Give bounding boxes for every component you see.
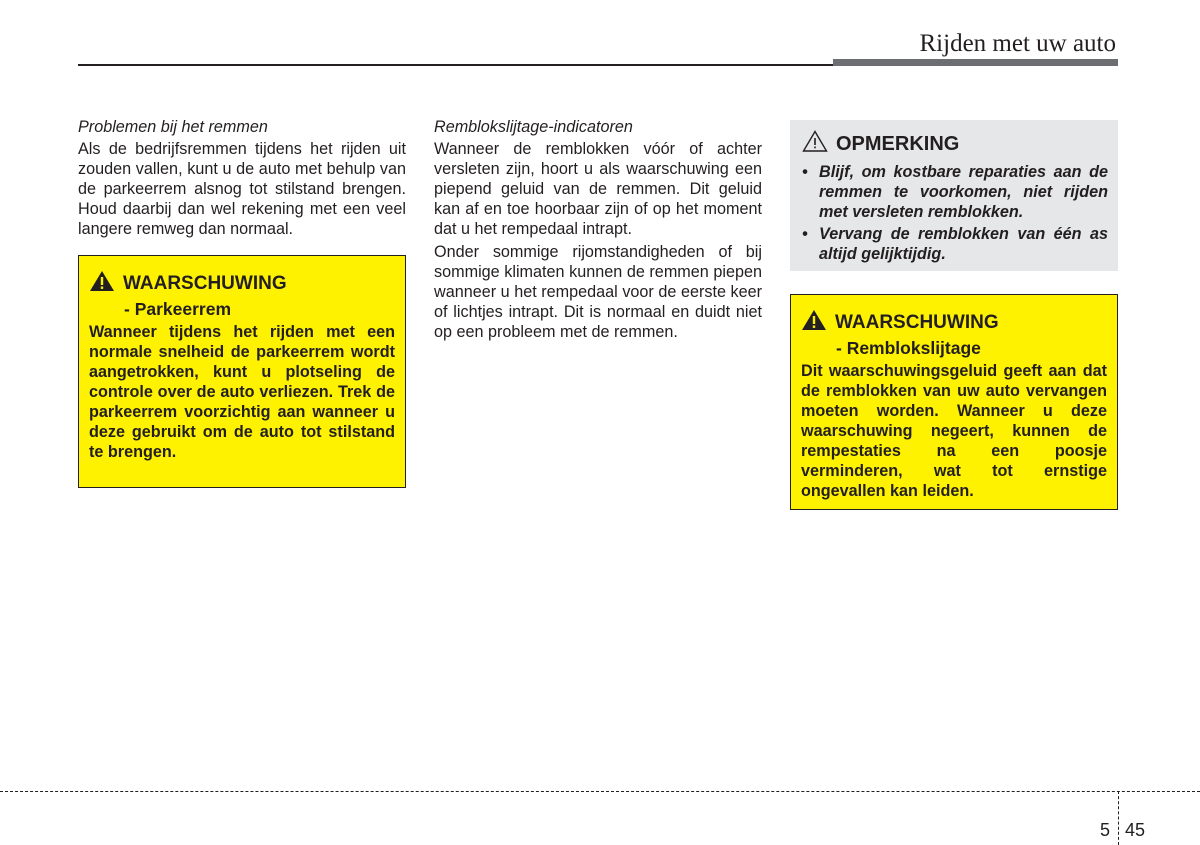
- section-heading-pad-wear: Remblokslijtage-indicatoren: [434, 118, 633, 136]
- header-rule: [78, 64, 833, 66]
- caution-triangle-icon: [802, 130, 828, 158]
- chapter-number: 5: [1100, 820, 1111, 840]
- footer-page-divider: [1118, 791, 1119, 845]
- note-list: [802, 162, 1108, 264]
- warning-text: Wanneer tijdens het rijden met een normale snelheid de parkeerrem wordt aangetrokken, kunt u plotseling de controle over de auto verliezen. Trek de parkeerrem voorzichtig aan wanneer u deze gebruikt om de auto tot stilstand te brengen.: [89, 323, 395, 461]
- bullet: •: [802, 225, 808, 243]
- note-title: OPMERKING: [836, 133, 960, 155]
- header-title: Rijden met uw auto: [919, 30, 1116, 57]
- warning-title-row: [801, 309, 1107, 337]
- warning-triangle-icon: [89, 270, 115, 298]
- note-item-text: Vervang de remblokken van één as altijd gelijktijdig.: [819, 225, 1108, 263]
- warning-title-row: [89, 270, 395, 298]
- page-number: 45: [1125, 820, 1146, 840]
- warning-box-pad-wear: [790, 294, 1118, 510]
- header-rule-accent: [833, 59, 1118, 66]
- warning-subtitle: - Parkeerrem: [124, 299, 232, 319]
- paragraph-pad-wear-2: Onder sommige rijomstandigheden of bij sommige klimaten kunnen de remmen piepen wanneer u het rempedaal voor de eerste keer of lichtjes intrapt. Dit is normaal en duidt niet op een probleem met de remmen.: [434, 243, 762, 341]
- paragraph-pad-wear-1: Wanneer de remblokken vóór of achter versleten zijn, hoort u als waarschuwing een piepend geluid van de remmen. Dit geluid kan af en toe hoorbaar zijn of op het moment dat u het rempedaal intrapt.: [434, 140, 762, 238]
- warning-title: WAARSCHUWING: [835, 312, 999, 333]
- warning-text: Dit waarschuwingsgeluid geeft aan dat de remblokken van uw auto vervangen moeten worden. Wanneer u deze waarschuwing negeert, kunnen de rempestaties na een poosje verminderen, wat tot ernstige ongevallen kan leiden.: [801, 362, 1107, 500]
- column-1: [78, 117, 406, 488]
- note-item: [802, 224, 1108, 264]
- note-title-row: [802, 130, 1108, 158]
- column-3: [790, 120, 1118, 510]
- note-item: [802, 162, 1108, 222]
- warning-triangle-icon: [801, 309, 827, 337]
- section-heading-brake-problems: Problemen bij het remmen: [78, 118, 268, 136]
- warning-title: WAARSCHUWING: [123, 273, 287, 294]
- warning-subtitle: - Remblokslijtage: [836, 338, 981, 358]
- warning-box-parking-brake: [78, 255, 406, 488]
- footer-dashed-rule: [0, 791, 1200, 792]
- column-2: [434, 117, 762, 345]
- note-item-text: Blijf, om kostbare reparaties aan de remmen te voorkomen, niet rijden met versleten remblokken.: [819, 163, 1108, 221]
- note-box: [790, 120, 1118, 271]
- paragraph-brake-problems: Als de bedrijfsremmen tijdens het rijden uit zouden vallen, kunt u de auto met behulp van de parkeerrem alsnog tot stilstand brengen. Houd daarbij dan wel rekening met een veel langere remweg dan normaal.: [78, 140, 406, 238]
- bullet: •: [802, 163, 808, 181]
